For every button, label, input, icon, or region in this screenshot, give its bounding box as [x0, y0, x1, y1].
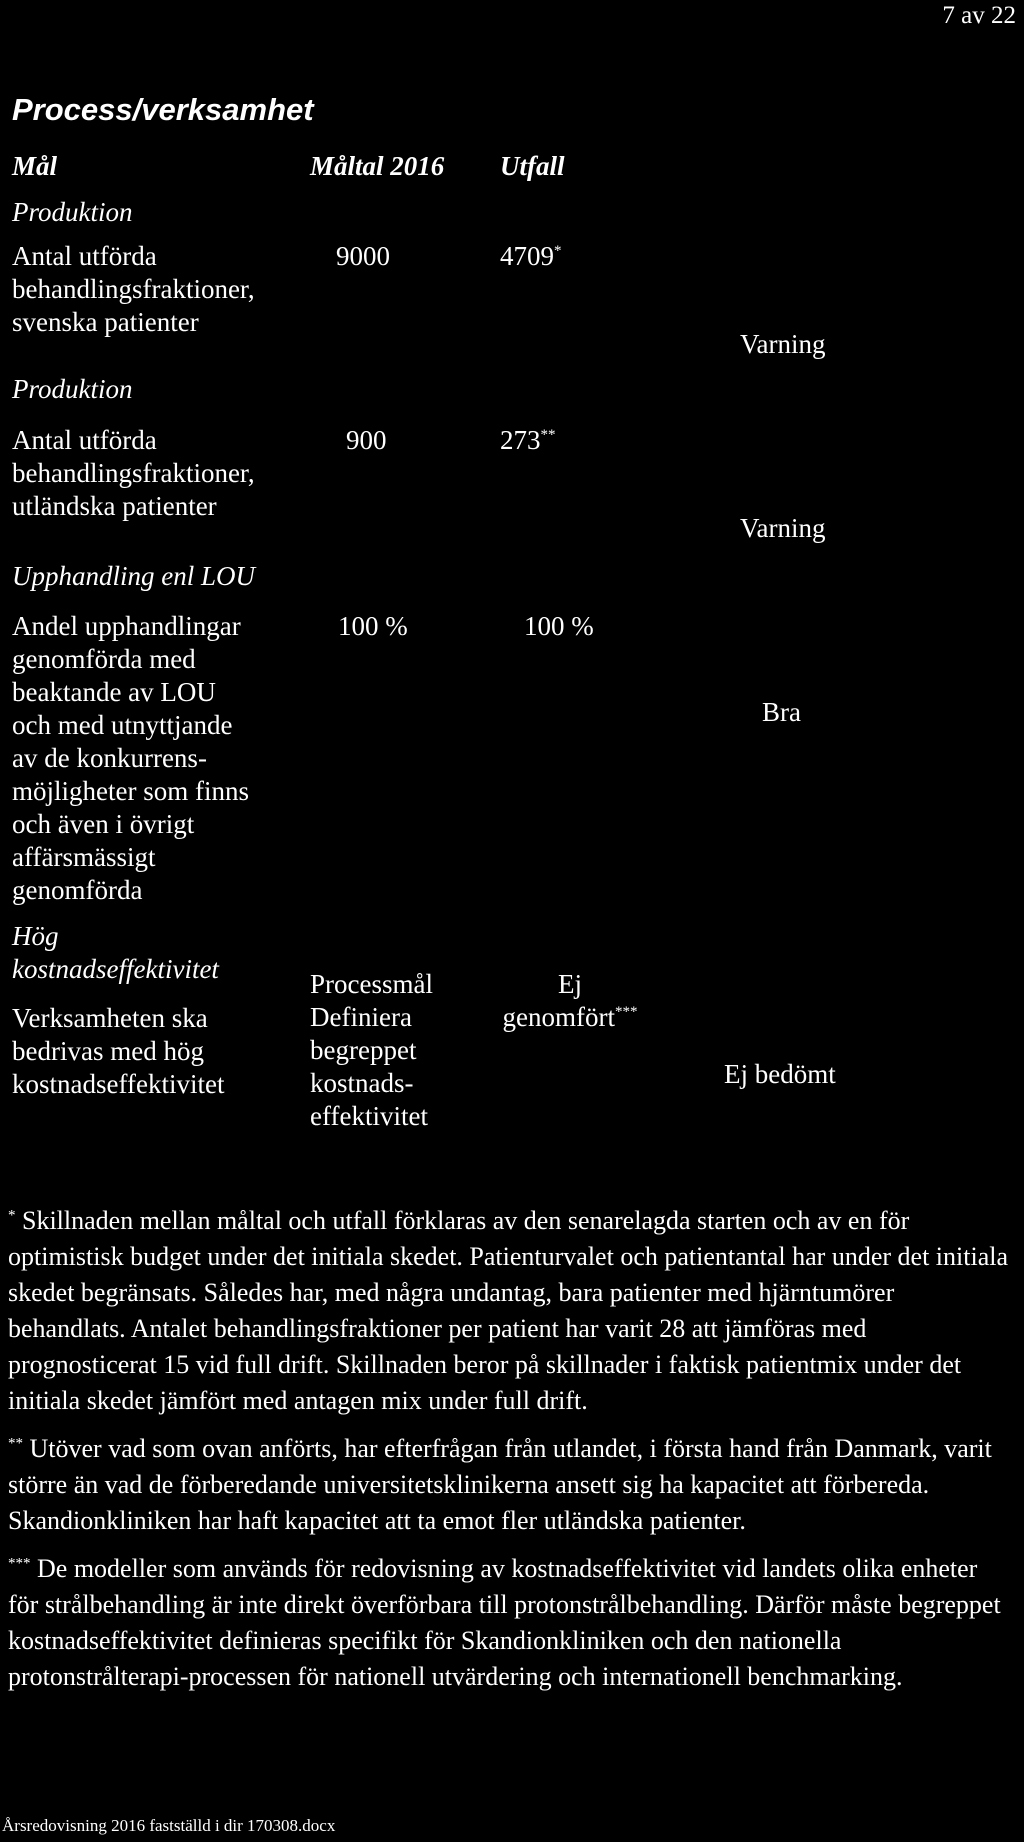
- footnote: * Skillnaden mellan måltal och utfall förklaras av den senarelagda starten och av en för optimistisk budget under det initiala skedet. Patienturvalet och patientantal har under det initiala skedet begränsats. Således har, med några undantag, bara patienter med hjärntumörer behandlats. Antalet behandlingsfraktioner per patient har varit 28 att jämföras med prognosticerat 15 vid full drift. Skillnaden beror på skillnader i faktisk patientmix under det initiala skedet jämfört med antagen mix under full drift.: [8, 1206, 1008, 1415]
- row-description: Verksamheten ska bedrivas med hög kostnadseffektivitet: [12, 1003, 225, 1099]
- row-category: Upphandling enl LOU: [12, 561, 255, 591]
- row-status: Varning: [740, 513, 826, 543]
- row-category: Produktion: [12, 374, 133, 404]
- row-target: Processmål Definiera begreppet kostnads- effektivitet: [310, 969, 433, 1131]
- footnote: ** Utöver vad som ovan anförts, har efterfrågan från utlandet, i första hand från Danmark, varit större än vad de förberedande universitetsklinikerna ansett sig ha kapacitet att förbereda. Skandionkliniken har haft kapacitet att ta emot fler utländska patienter.: [8, 1434, 992, 1535]
- row-status: Ej bedömt: [724, 1059, 836, 1089]
- section-title: Process/verksamhet: [12, 92, 314, 127]
- row-target: 100 %: [338, 611, 408, 641]
- row-status: Varning: [740, 329, 826, 359]
- row-description: Antal utförda behandlingsfraktioner, utländska patienter: [12, 425, 255, 521]
- row-outcome: 4709*: [500, 241, 562, 271]
- page-footer: Årsredovisning 2016 fastställd i dir 170308.docx: [2, 1816, 336, 1835]
- page-number: 7 av 22: [942, 2, 1016, 29]
- row-outcome: Ej genomfört***: [502, 969, 638, 1032]
- row-target: 9000: [336, 241, 390, 271]
- footnotes: [8, 1203, 1008, 1707]
- row-description: Antal utförda behandlingsfraktioner, svenska patienter: [12, 241, 255, 337]
- row-category: Hög kostnadseffektivitet: [12, 921, 219, 984]
- header-utfall: Utfall: [500, 151, 565, 181]
- header-mal: Mål: [12, 151, 58, 181]
- row-outcome: 273**: [500, 425, 556, 455]
- footnote: *** De modeller som används för redovisning av kostnadseffektivitet vid landets olika enheter för strålbehandling är inte direkt överförbara till protonstrålbehandling. Därför måste begreppet kostnadseffektivitet definieras specifikt för Skandionkliniken och den nationella protonstrålterapi-processen för nationell utvärdering och internationell benchmarking.: [8, 1554, 1001, 1691]
- row-target: 900: [346, 425, 387, 455]
- header-maltal: Måltal 2016: [310, 151, 445, 181]
- row-description: Andel upphandlingar genomförda med beaktande av LOU och med utnyttjande av de konkurrens- möjligheter som finns och även i övrigt affärsmässigt genomförda: [12, 611, 249, 905]
- row-status: Bra: [762, 697, 801, 727]
- row-category: Produktion: [12, 197, 133, 227]
- row-outcome: 100 %: [524, 611, 594, 641]
